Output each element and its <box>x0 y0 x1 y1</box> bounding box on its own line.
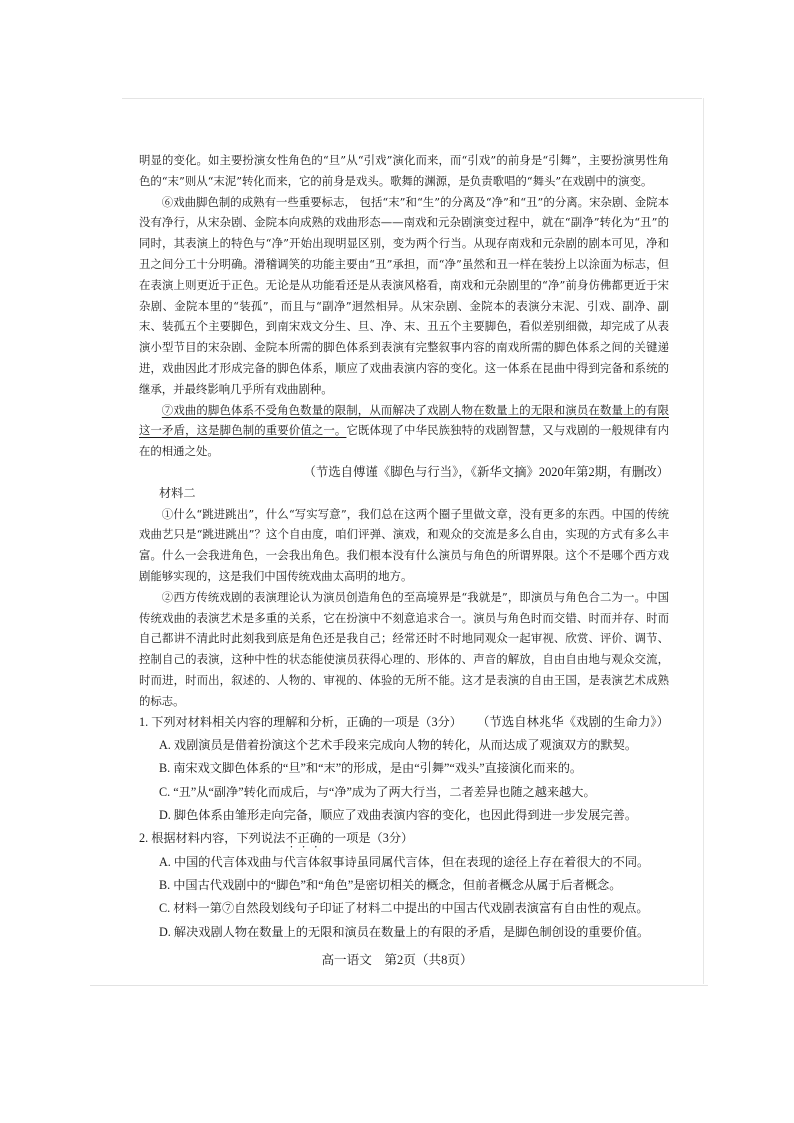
question-2-option-c: C. 材料一第⑦自然段划线句子印证了材料二中提出的中国古代戏剧表演富有自由性的观点。 <box>159 901 649 916</box>
reading-passage <box>139 150 669 732</box>
emphasized-not-correct: 不正确 <box>285 831 322 846</box>
material-two-heading: 材料二 <box>159 485 196 500</box>
question-1-stem: 1. 下列对材料相关内容的理解和分析，正确的一项是（3分） <box>139 715 462 729</box>
question-2-stem-start: 2. 根据材料内容，下列说法 <box>139 831 286 846</box>
questions-section <box>139 711 677 944</box>
question-2-stem <box>139 827 677 851</box>
page-footer: 高一语文 第2页（共8页） <box>321 953 473 967</box>
source-citation-2: （节选自林兆华《戏剧的生命力》） <box>476 714 669 729</box>
question-1-option-a: A. 戏剧演员是借着扮演这个艺术手段来完成向人物的转化，从而达成了观演双方的默契。 <box>159 738 638 753</box>
question-1 <box>139 711 677 827</box>
question-2-option-b: B. 中国古代戏剧中的“脚色”和“角色”是密切相关的概念，但前者概念从属于后者概念。 <box>159 878 622 893</box>
passage-paragraph-7-rest: 它既体现了中华民族独特的戏剧智慧，又与戏剧的一般规律有内在的相通之处。 <box>139 423 669 459</box>
source-citation-1: （节选自傅谨《脚色与行当》，《新华文摘》2020年第2期，有删改） <box>303 464 669 479</box>
question-1-option-d: D. 脚色体系由雏形走向完备，顺应了戏曲表演内容的变化，也因此得到进一步发展完善。 <box>159 807 638 822</box>
passage-paragraph-7 <box>139 400 669 462</box>
passage-paragraph-intro: 明显的变化。如主要扮演女性角色的“旦”从“引戏”演化而来，而“引戏”的前身是“引舞”，主要扮演男性角色的“末”则从“末泥”转化而来，它的前身是戏头。歌舞的渊源，是负责歌唱的“舞头”在戏剧中的演变。 <box>139 153 669 188</box>
question-1-option-c: C. “丑”从“副净”转化而成后，与“净”成为了两大行当，二者差异也随之越来越大。 <box>159 784 596 799</box>
material-two-paragraph-2: ②西方传统戏剧的表演理论认为演员创造角色的至高境界是“我就是”，即演员与角色合二为一。中国传统戏曲的表演艺术是多重的关系，它在扮演中不刻意追求合一。演员与角色时而交错、时而并存、时而自己都讲不清此时此刻我到底是角色还是我自己；经常还时不时地同观众一起审视、欣赏、评价、调节、控制自己的表演，这种中性的状态能使演员获得心理的、形体的、声音的解放，自由自由地与观众交流，时而进，时而出，叙述的、人物的、审视的、体验的无所不能。这才是表演的自由王国，是表演艺术成熟的标志。 <box>139 589 669 708</box>
underlined-sentence: ⑦戏曲的脚色体系不受角色数量的限制，从而解决了戏剧人物在数量上的无限和演员在数量上的有限这一矛盾，这是脚色制的重要价值之一。 <box>139 402 669 438</box>
scan-edge-top <box>122 98 702 99</box>
material-two-paragraph-1: ①什么“跳进跳出”，什么“写实写意”，我们总在这两个圈子里做文章，没有更多的东西。中国的传统戏曲艺只是“跳进跳出”？这个自由度，咱们评弹、演戏，和观众的交流是多么自由，实现的方式有多么丰富。什么一会我进角色，一会我出角色。我们根本没有什么演员与角色的所谓界限。这个不是哪个西方戏剧能够实现的，这是我们中国传统戏曲太高明的地方。 <box>139 506 669 583</box>
scan-edge-bottom <box>90 985 708 986</box>
question-2 <box>139 827 677 944</box>
question-2-option-d: D. 解决戏剧人物在数量上的无限和演员在数量上的有限的矛盾，是脚色制创设的重要价值。 <box>159 924 650 939</box>
question-2-option-a: A. 中国的代言体戏曲与代言体叙事诗虽同属代言体，但在表现的途径上存在着很大的不同。 <box>159 855 650 870</box>
question-1-option-b: B. 南宋戏文脚色体系的“旦”和“末”的形成，是由“引舞”“戏头”直接演化而来的。 <box>159 761 583 776</box>
scan-edge-right <box>703 98 704 984</box>
passage-paragraph-6: ⑥戏曲脚色制的成熟有一些重要标志， 包括“末”和“生”的分离及“净”和“丑”的分离。宋杂剧、金院本没有净行，从宋杂剧、金院本向成熟的戏曲形态——南戏和元杂剧演变过程中，就在“副净”转化为“丑”的同时，其表演上的特色与“净”开始出现明显区别，变为两个行当。从现存南戏和元杂剧的剧本可见，净和丑之间分工十分明确。滑稽调笑的功能主要由“丑”承担，而“净”虽然和丑一样在装扮上以涂面为标志，但在表演上则更近于正色。无论是从功能看还是从表演风格看，南戏和元杂剧里的“净”前身仿佛都更近于宋杂剧、金院本里的“装孤”，而且与“副净”迥然相异。从宋杂剧、金院本的表演分末泥、引戏、副净、副末、装孤五个主要脚色，到南宋戏文分生、旦、净、末、丑五个主要脚色，看似差别细微，却完成了从表演小型节目的宋杂剧、金院本所需的脚色体系到表演有完整叙事内容的南戏所需的脚色体系之间的关键递进，戏曲因此才形成完备的脚色体系，顺应了戏曲表演内容的变化。这一体系在昆曲中得到完备和系统的继承，并最终影响几乎所有戏曲剧种。 <box>139 194 669 396</box>
question-2-stem-end: 的一项是（3分） <box>321 831 414 846</box>
